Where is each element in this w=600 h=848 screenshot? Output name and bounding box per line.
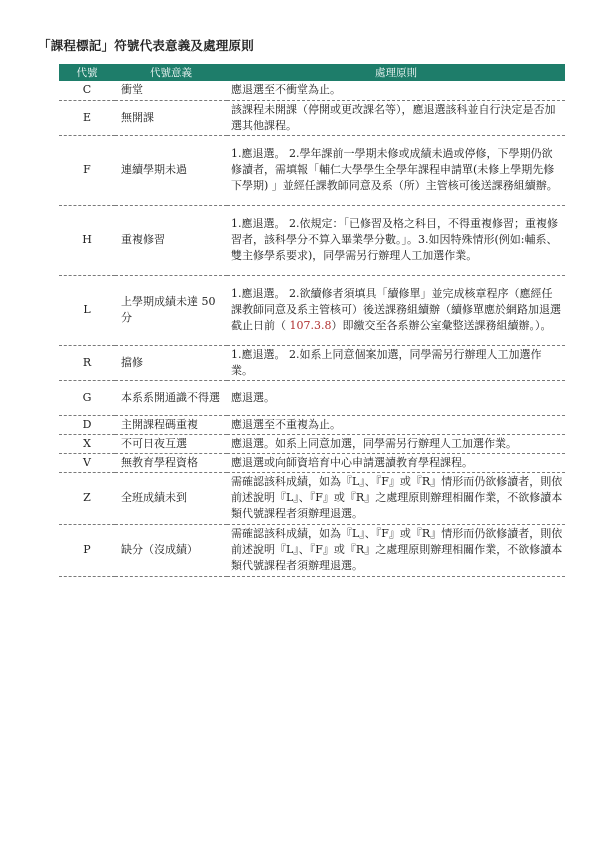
header-meaning: 代號意義 [115,64,227,81]
row-meaning: 無開課 [115,100,227,135]
row-meaning: 缺分（沒成績） [115,524,227,576]
row-rule: 需確認該科成績，如為『L』、『F』或『R』情形而仍欲修讀者，則依前述說明『L』、『F』或『R』之處理原則辦理相關作業，不欲修讀本類代號課程者須辦理退選。 [227,524,565,576]
row-rule: 應退選至不重複為止。 [227,415,565,434]
row-meaning: 不可日夜互選 [115,434,227,453]
row-rule: 應退選至不衝堂為止。 [227,81,565,100]
row-rule: 應退選或向師資培育中心申請選讀教育學程課程。 [227,453,565,472]
row-meaning: 無教育學程資格 [115,453,227,472]
table-row [59,275,565,345]
table-row [59,472,565,524]
header-rule: 處理原則 [227,64,565,81]
row-meaning: 連續學期未過 [115,135,227,205]
code-table [59,64,565,577]
table-header [59,64,565,81]
row-meaning: 本系系開通識不得選 [115,380,227,415]
row-code: E [59,100,115,135]
table-row [59,100,565,135]
row-rule: 應退選。 [227,380,565,415]
row-rule [227,275,565,345]
row-code: G [59,380,115,415]
row-code: D [59,415,115,434]
row-code: C [59,81,115,100]
row-meaning: 重複修習 [115,205,227,275]
table-row [59,524,565,576]
header-code: 代號 [59,64,115,81]
row-rule: 1.應退選。 2.如系上同意個案加選，同學需另行辦理人工加選作業。 [227,345,565,380]
row-code: L [59,275,115,345]
row-rule: 1.應退選。 2.學年課前一學期未修或成績未過或停修，下學期仍欲修讀者，需填報「輔仁大學學生全學年課程申請單(未修上學期先修下學期) 」並經任課教師同意及系（所）主管核可後送課務組續辦。 [227,135,565,205]
row-meaning: 擋修 [115,345,227,380]
row-code: Z [59,472,115,524]
table-row [59,345,565,380]
table-row [59,453,565,472]
row-code: X [59,434,115,453]
row-code: H [59,205,115,275]
row-meaning: 衝堂 [115,81,227,100]
row-rule: 1.應退選。 2.依規定：「已修習及格之科目，不得重複修習；重複修習者，該科學分不算入畢業學分數。」。3.如因特殊情形(例如:輔系、雙主修學系要求)，同學需另行辦理人工加選作業。 [227,205,565,275]
row-rule: 應退選。如系上同意加選，同學需另行辦理人工加選作業。 [227,434,565,453]
row-rule: 該課程未開課（停開或更改課名等），應退選該科並自行決定是否加選其他課程。 [227,100,565,135]
row-meaning: 上學期成績未達 50 分 [115,275,227,345]
row-code: R [59,345,115,380]
table-row [59,135,565,205]
row-meaning: 全班成績未到 [115,472,227,524]
table-row [59,81,565,100]
row-code: V [59,453,115,472]
page-title: 「課程標記」符號代表意義及處理原則 [38,38,254,53]
rule-text: 1.應退選。 2.欲續修者須填具「續修單」並完成核章程序（應經任課教師同意及系主管核可）後送課務組續辦（續修單應於網路加退選截止日前（ [231,287,561,332]
rule-text: ）即繳交至各系辦公室彙整送課務組續辦。）。 [331,319,552,332]
table-row [59,434,565,453]
deadline-date: 107.3.8 [286,319,332,332]
table-row [59,205,565,275]
table-row [59,380,565,415]
row-code: P [59,524,115,576]
table-row [59,415,565,434]
row-code: F [59,135,115,205]
row-meaning: 主開課程碼重複 [115,415,227,434]
row-rule: 需確認該科成績，如為『L』、『F』或『R』情形而仍欲修讀者，則依前述說明『L』、『F』或『R』之處理原則辦理相關作業，不欲修讀本類代號課程者須辦理退選。 [227,472,565,524]
